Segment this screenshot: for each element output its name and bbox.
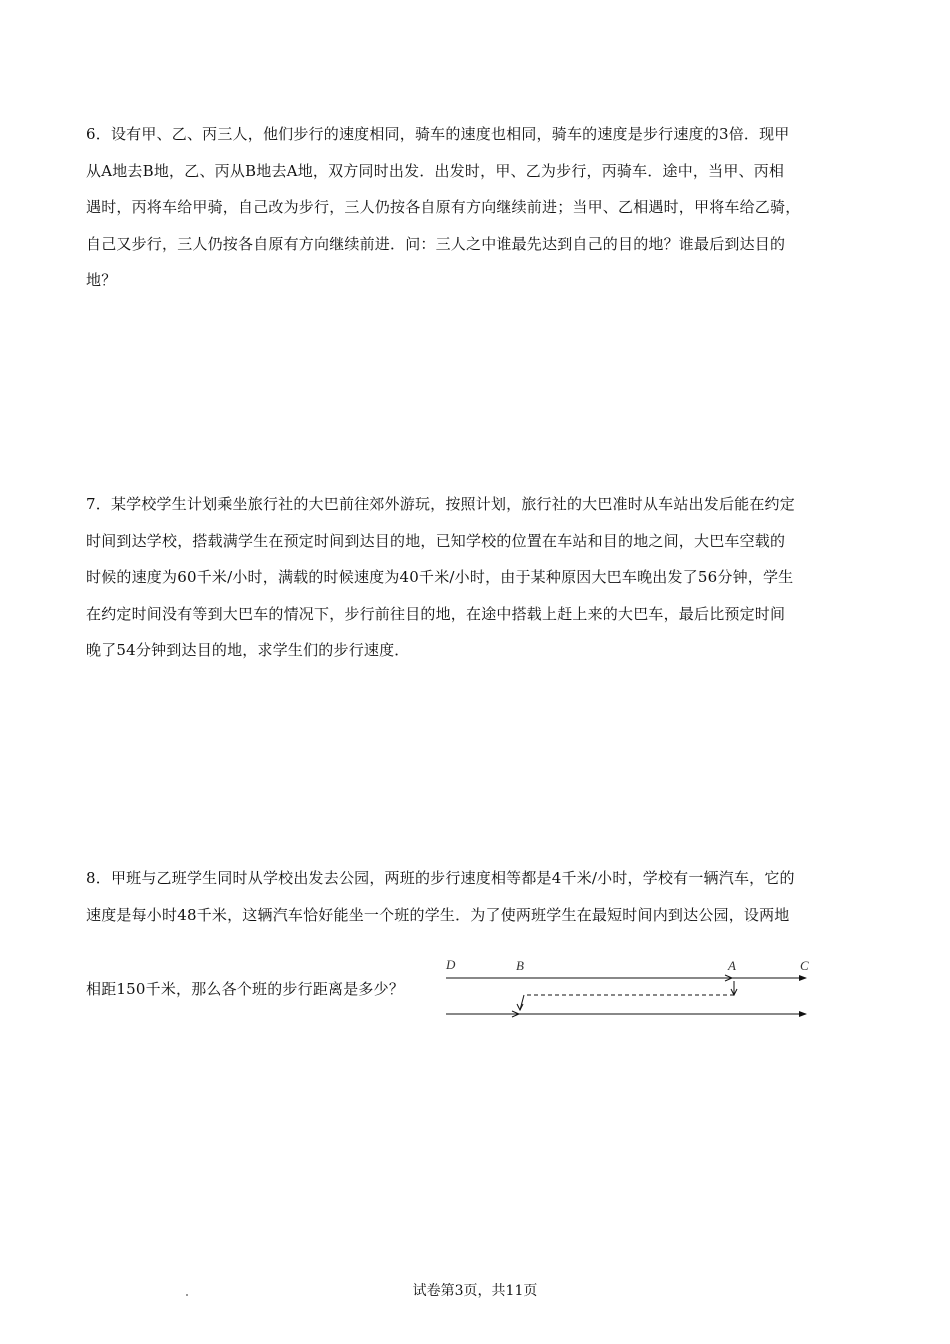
label-d: D bbox=[446, 957, 456, 972]
problem-8 bbox=[86, 860, 866, 998]
route-diagram bbox=[440, 955, 820, 1030]
label-a: A bbox=[728, 958, 736, 973]
label-c: C bbox=[800, 958, 809, 973]
problem-line: 时间到达学校，搭载满学生在预定时间到达目的地，已知学校的位置在车站和目的地之间，大巴车空载的 bbox=[86, 531, 786, 550]
problem-line: 地？ bbox=[86, 271, 117, 289]
drop-arrow-icon bbox=[517, 1004, 523, 1010]
page-footer: 试卷第3页，共11页 bbox=[412, 1283, 538, 1299]
label-b: B bbox=[516, 958, 524, 973]
problem-7 bbox=[86, 486, 866, 669]
problem-line: 6．设有甲、乙、丙三人，他们步行的速度相同，骑车的速度也相同，骑车的速度是步行速度的3倍．现甲 bbox=[86, 125, 790, 143]
problem-line: 遇时，丙将车给甲骑，自己改为步行，三人仍按各自原有方向继续前进；当甲、乙相遇时，甲将车给乙骑， bbox=[86, 198, 801, 216]
problem-line: 时候的速度为60千米/小时，满载的时候速度为40千米/小时，由于某种原因大巴车晚出发了56分钟，学生 bbox=[86, 568, 794, 586]
problem-line: 相距150千米，那么各个班的步行距离是多少？ bbox=[86, 980, 405, 998]
problem-6 bbox=[86, 116, 866, 299]
problem-line: 从A地去B地，乙、丙从B地去A地，双方同时出发．出发时，甲、乙为步行，丙骑车．途中，当甲、丙相 bbox=[86, 161, 785, 180]
problem-line: 7．某学校学生计划乘坐旅行社的大巴前往郊外游玩，按照计划，旅行社的大巴准时从车站出发后能在约定 bbox=[86, 495, 795, 513]
problem-line: 晚了54分钟到达目的地，求学生们的步行速度． bbox=[86, 641, 410, 659]
problem-line: 速度是每小时48千米，这辆汽车恰好能坐一个班的学生．为了使两班学生在最短时间内到达公园，设两地 bbox=[86, 905, 790, 924]
problem-line: 8．甲班与乙班学生同时从学校出发去公园，两班的步行速度相等都是4千米/小时，学校有一辆汽车，它的 bbox=[86, 869, 795, 887]
problem-line: 自己又步行，三人仍按各自原有方向继续前进．问：三人之中谁最先达到自己的目的地？谁最后到达目的 bbox=[86, 234, 786, 253]
problem-line: 在约定时间没有等到大巴车的情况下，步行前往目的地，在途中搭载上赶上来的大巴车，最后比预定时间 bbox=[86, 604, 786, 623]
